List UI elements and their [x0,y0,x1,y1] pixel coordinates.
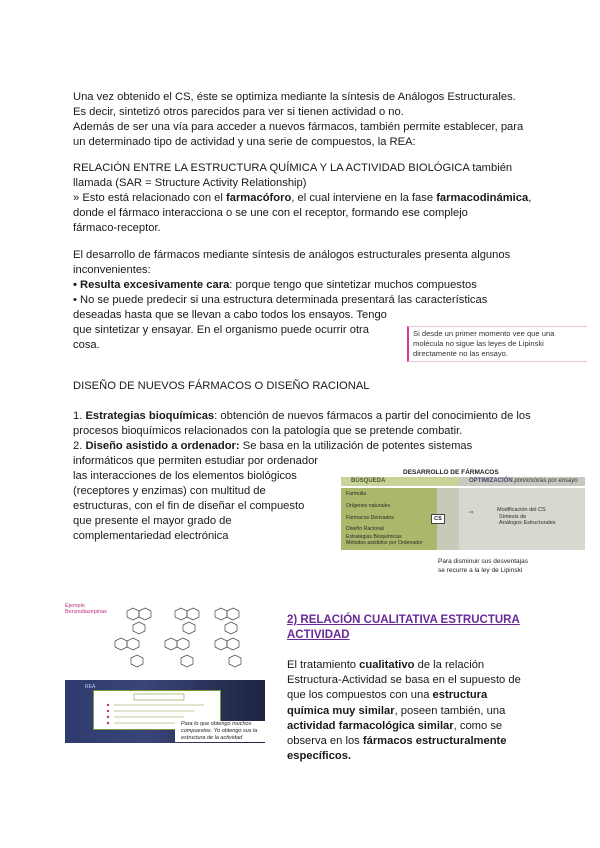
optimizacion-header: OPTIMIZACIÓN pnn/x/x/x/as por ensayo [459,477,585,486]
rea-section [73,161,543,236]
rea-heading-line: RELACIÓN ENTRE LA ESTRUCTURA QUÍMICA Y LA ACTIVIDAD BIOLÓGICA también [73,162,513,174]
rea-heading: RELACIÓN ENTRE LA ESTRUCTURA QUÍMICA Y LA ACTIVIDAD BIOLÓGICA [73,162,470,174]
lipinski-note: Si desde un primer momento vee que una molécula no sigue las leyes de Lipinski directamente no las ensayo. [407,326,587,362]
cualitativa-title: 2) RELACIÓN CUALITATIVA ESTRUCTURA ACTIVIDAD [287,614,520,641]
intro-line: Una vez obtenido el CS, éste se optimiza mediante la síntesis de Análogos Estructurales. [73,91,516,103]
rea-line: fármaco-receptor. [73,222,161,234]
diseno-heading: DISEÑO DE NUEVOS FÁRMACOS O DISEÑO RACIONAL [73,380,370,392]
cualitativa-body: El tratamiento cualitativo de la relación Estructura-Actividad se basa en el supuesto de que los compuestos con una estructura química muy similar, poseen también, una actividad farmacológica similar, como se observa en los fármacos estructuralmente específicos. [287,659,521,763]
diagram-title: DESARROLLO DE FÁRMACOS [403,469,499,476]
rea-line: donde el fármaco interacciona o se une con el receptor, formando ese complejo [73,207,468,219]
rea-line: » Esto está relacionado con el farmacóforo, el cual interviene en la fase farmacodinámica, [73,192,532,204]
intro-line: un determinado tipo de actividad y una serie de compuestos, la REA: [73,136,416,148]
benzodiazepine-figure [65,603,265,743]
rea-label: REA [85,684,96,690]
diseno-section: 1. Estrategias bioquímicas: obtención de nuevos fármacos a partir del conocimiento de los procesos bioquímicos relacionados con la patología que se pretende combatir. 2. Diseño asistido a ordenador: Se basa en la utilización de potentes sistemas informáticos que permiten estudiar por ordenador las interacciones de los elementos biológicos (receptores y enzimas) con multitud de estructuras, con el fin de diseñar el compuesto que presente el mayor grado de complementariedad electrónica [73,410,531,542]
bullet-cost: • Resulta excesivamente cara: porque tengo que sintetizar muchos compuestos [73,279,477,291]
intro-line: Es decir, sintetizó otros parecidos para ver si tienen actividad o no. [73,106,404,118]
figure-title: Ejemplo Benzodiazepinas [65,603,107,615]
busqueda-panel: Farmulla Orígenes naturales Fármacos Derivados Diseño Racional Estrategias Bioquímicas Métodos asistidos por Ordenador [341,488,437,550]
diagram-footnote: Para disminuir sus desventajas se recurre a la ley de Lipinski [438,558,528,574]
molecule-structures-icon [65,603,265,681]
cs-box: CS [431,514,445,524]
handwritten-note: Para lo que obtengo muchos compuestos. Yo obtengo sus la estructura de la actividad [175,721,265,742]
intro-paragraph [73,90,533,150]
drug-development-diagram [333,465,585,580]
busqueda-header: BÚSQUEDA [341,477,459,486]
optimizacion-panel: ⇨ Modificación del CS Síntesis de Análogos Estructurales [459,488,585,550]
arrow-icon: ⇨ [469,510,474,516]
inconvenientes-section: El desarrollo de fármacos mediante síntesis de análogos estructurales presenta algunos inconvenientes: • Resulta excesivamente cara: porque tengo que sintetizar muchos compuestos • No se puede predecir si una estructura determinada presentará las características deseadas hasta que se llevan a cabo todos los ensayos. Tengo que sintetizar y ensayar. En el organismo puede ocurrir otra cosa. [73,248,533,353]
rea-line: llamada (SAR = Structure Activity Relationship) [73,177,307,189]
bullet-predict: • No se puede predecir si una estructura determinada presentará las características [73,294,488,306]
intro-line: Además de ser una vía para acceder a nuevos fármacos, también permite establecer, para [73,121,524,133]
